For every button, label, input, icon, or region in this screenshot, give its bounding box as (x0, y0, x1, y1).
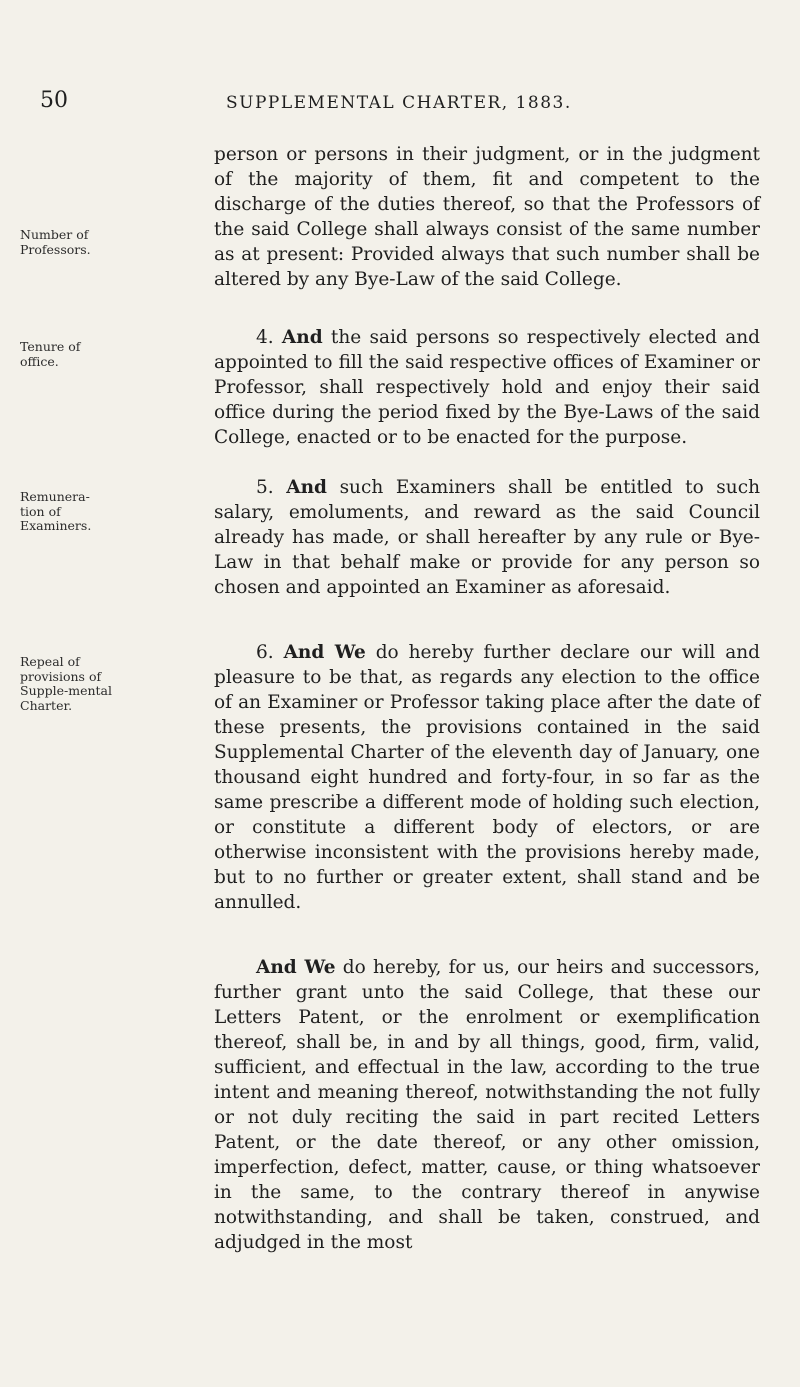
blackletter-lead: And (281, 327, 323, 348)
running-head: SUPPLEMENTAL CHARTER, 1883. (226, 93, 572, 113)
paragraph-5-text: such Examiners shall be entitled to such salary, emoluments, and reward as the said Council already has made, or shall hereafter by any rule or Bye-Law in that behalf make or provide for any person so chosen and appointed an Examiner as aforesaid. (214, 477, 760, 598)
paragraph-7 (214, 955, 760, 1255)
blackletter-lead: And (286, 477, 327, 498)
margin-note-repeal: Repeal of provisions of Supple-mental Charter. (20, 654, 113, 713)
blackletter-lead: And We (256, 957, 336, 978)
blackletter-lead: And We (283, 642, 366, 663)
paragraph-6 (214, 640, 760, 915)
paragraph-5 (214, 475, 760, 600)
section-number: 6. (256, 642, 274, 663)
section-number: 5. (256, 477, 274, 498)
page-number: 50 (40, 88, 68, 113)
section-number: 4. (256, 327, 274, 348)
paragraph-1-text: person or persons in their judgment, or in the judgment of the majority of them, fit and competent to the discharge of the duties thereof, so that the Professors of the said College shall always consist of the same number as at present: Provided always that such number shall be altered by any Bye-Law of the said College. (214, 144, 760, 290)
margin-note-remuneration: Remunera-tion of Examiners. (20, 489, 92, 533)
paragraph-1 (214, 142, 760, 292)
paragraph-4-text: the said persons so respectively elected and appointed to fill the said respective offices of Examiner or Professor, shall respectively hold and enjoy their said office during the period fixed by the Bye-Laws of the said College, enacted or to be enacted for the purpose. (214, 327, 760, 448)
paragraph-4 (214, 325, 760, 450)
margin-note-number-of-professors: Number of Professors. (20, 227, 91, 257)
paragraph-7-text: do hereby, for us, our heirs and successors, further grant unto the said College, that these our Letters Patent, or the enrolment or exemplification thereof, shall be, in and by all things, good, firm, valid, sufficient, and effectual in the law, according to the true intent and meaning thereof, notwithstanding the not fully or not duly reciting the said in part recited Letters Patent, or the date thereof, or any other omission, imperfection, defect, matter, cause, or thing whatsoever in the same, to the contrary thereof in anywise notwithstanding, and shall be taken, construed, and adjudged in the most (214, 957, 760, 1253)
paragraph-6-text: do hereby further declare our will and pleasure to be that, as regards any election to the office of an Examiner or Professor taking place after the date of these presents, the provisions contained in the said Supplemental Charter of the eleventh day of January, one thousand eight hundred and forty-four, in so far as the same prescribe a different mode of holding such election, or constitute a different body of electors, or are otherwise inconsistent with the provisions hereby made, but to no further or greater extent, shall stand and be annulled. (214, 642, 760, 913)
margin-note-tenure-of-office: Tenure of office. (20, 339, 81, 369)
